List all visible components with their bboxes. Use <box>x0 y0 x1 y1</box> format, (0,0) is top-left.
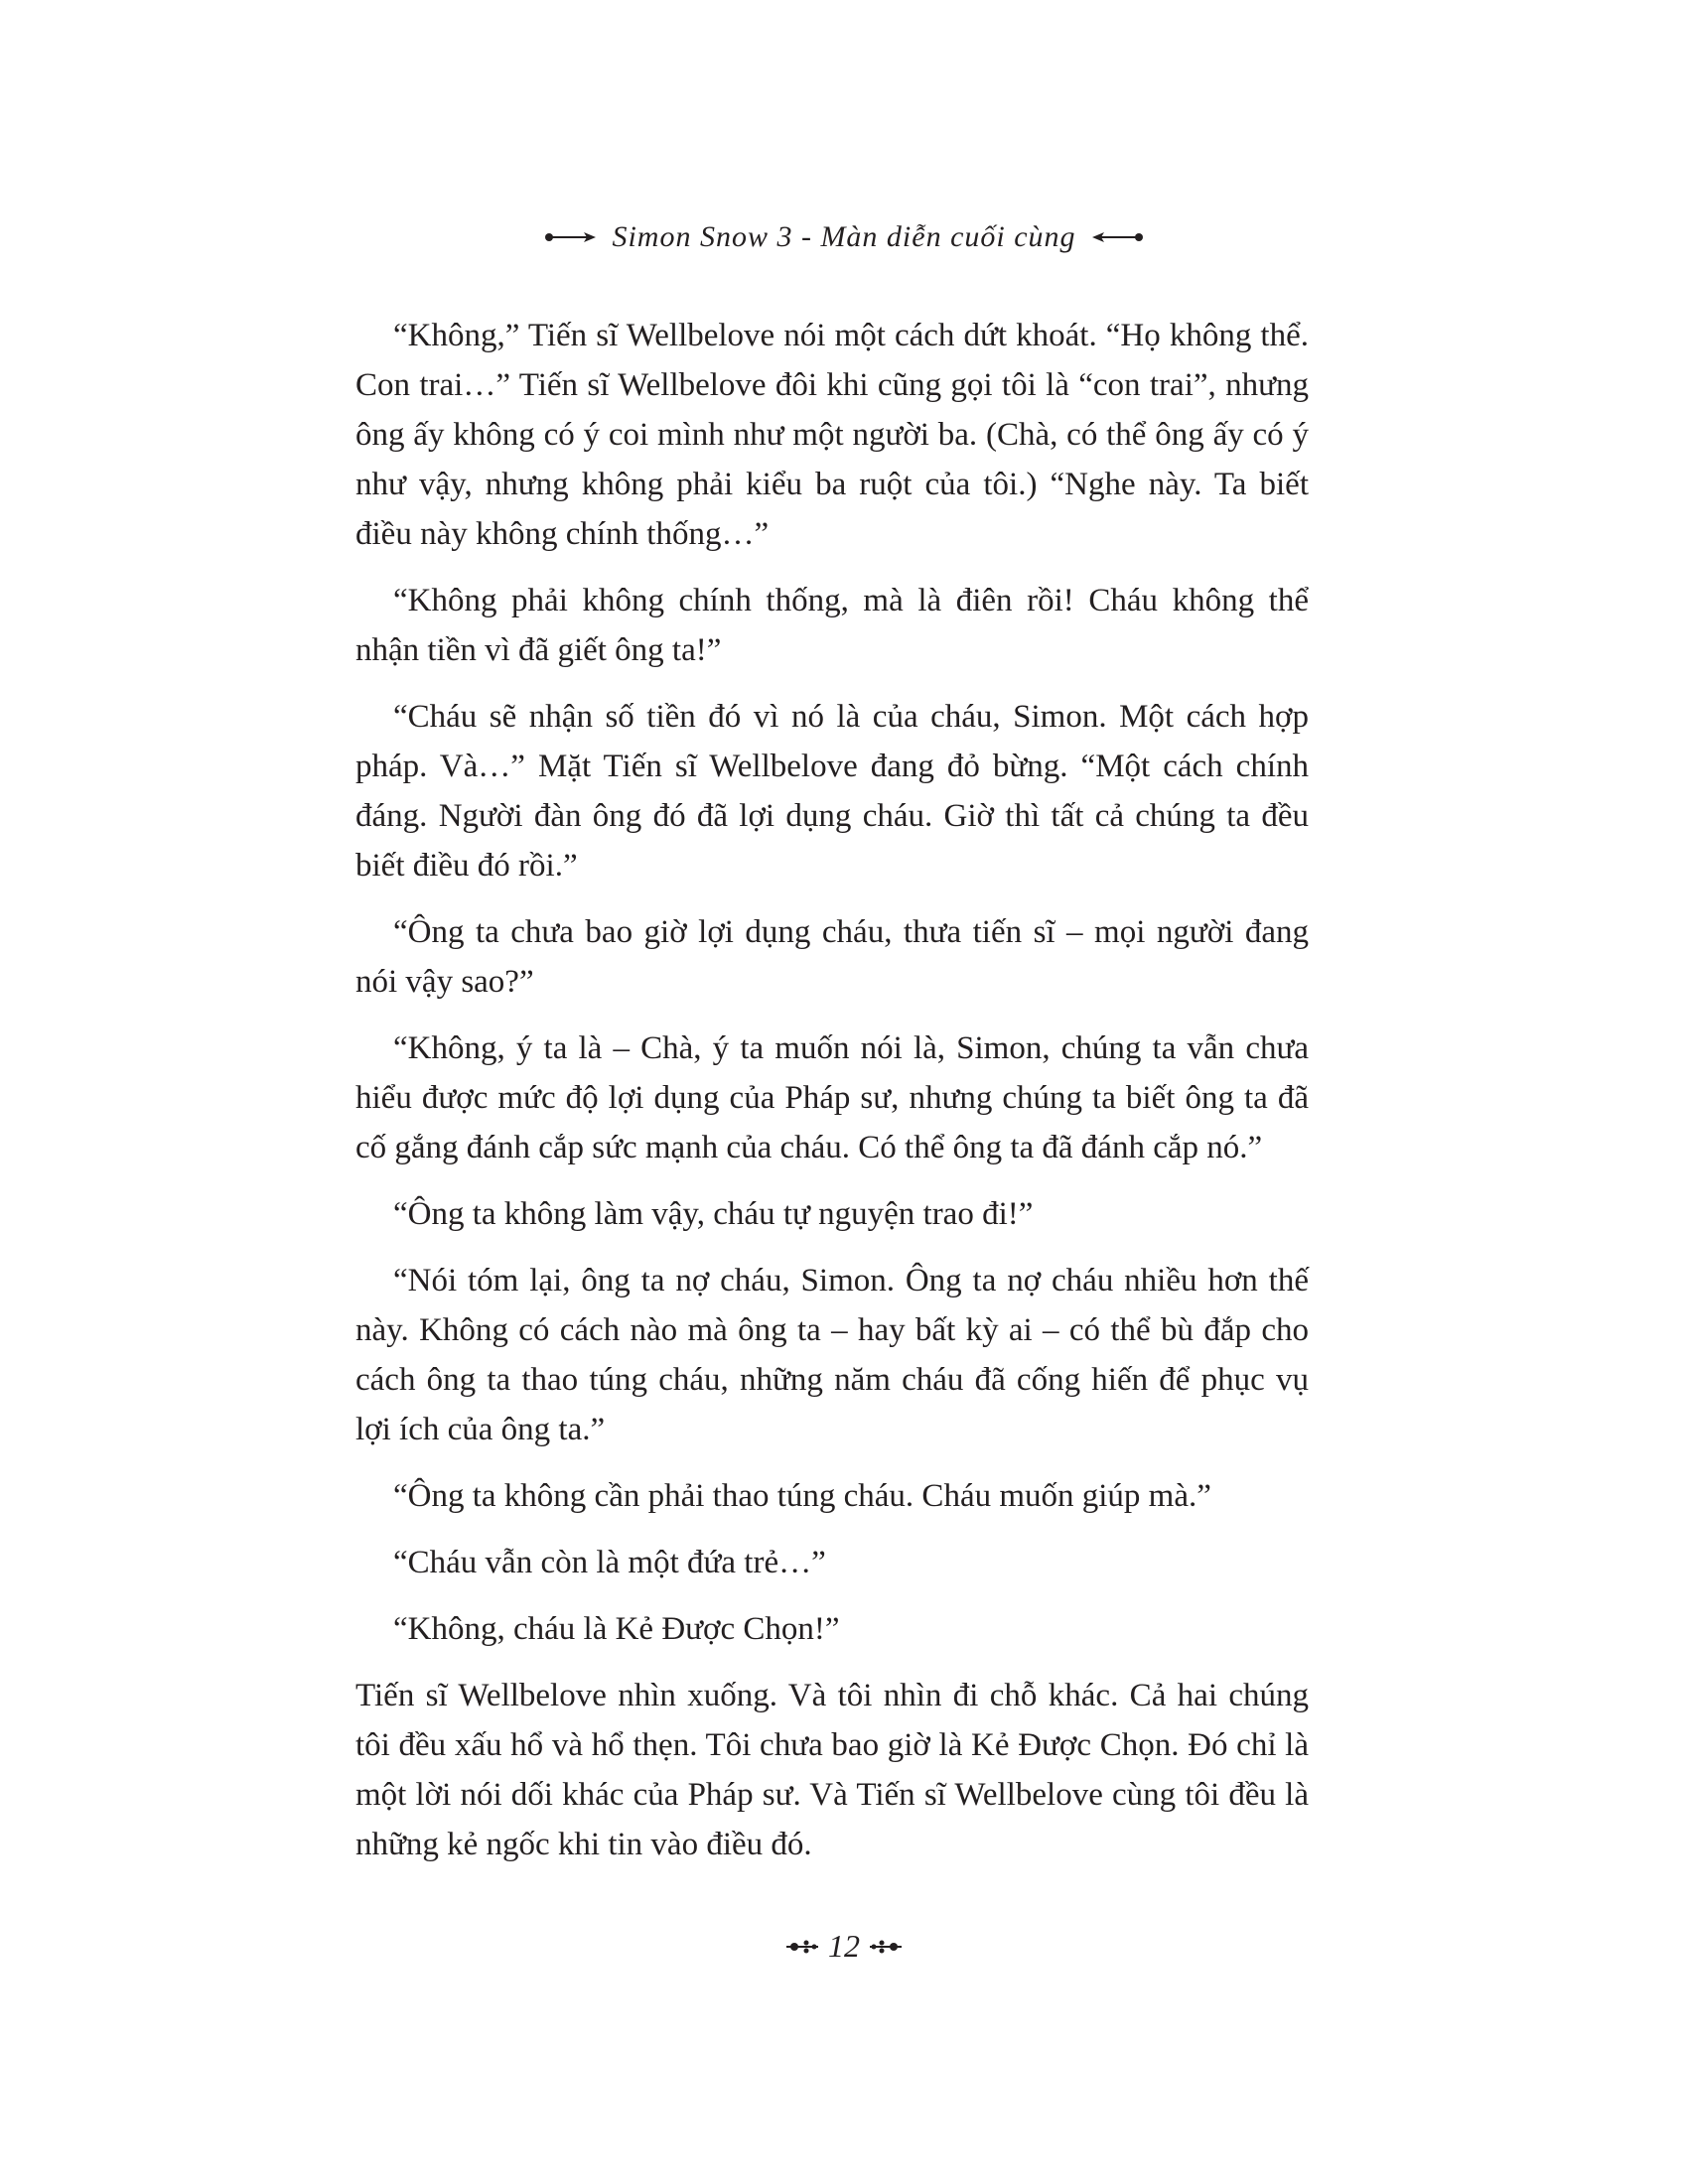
right-arrow-ornament-icon <box>1090 230 1144 244</box>
right-flourish-icon <box>868 1937 904 1957</box>
page-footer <box>0 1928 1688 1965</box>
paragraph: “Nói tóm lại, ông ta nợ cháu, Simon. Ông ta nợ cháu nhiều hơn thế này. Không có cách nào mà ông ta – hay bất kỳ ai – có thể bù đắp cho cách ông ta thao túng cháu, những năm cháu đã cống hiến để phục vụ lợi ích của ông ta.” <box>355 1263 1309 1447</box>
paragraph: Tiến sĩ Wellbelove nhìn xuống. Và tôi nhìn đi chỗ khác. Cả hai chúng tôi đều xấu hổ và hổ thẹn. Tôi chưa bao giờ là Kẻ Được Chọn. Đó chỉ là một lời nói dối khác của Pháp sư. Và Tiến sĩ Wellbelove cùng tôi đều là những kẻ ngốc khi tin vào điều đó. <box>355 1678 1309 1862</box>
running-header <box>0 220 1688 254</box>
paragraph: “Ông ta không cần phải thao túng cháu. Cháu muốn giúp mà.” <box>393 1478 1211 1514</box>
paragraph: “Cháu vẫn còn là một đứa trẻ…” <box>393 1545 826 1580</box>
paragraph: “Ông ta không làm vậy, cháu tự nguyện trao đi!” <box>393 1196 1034 1232</box>
paragraph: “Ông ta chưa bao giờ lợi dụng cháu, thưa tiến sĩ – mọi người đang nói vậy sao?” <box>355 914 1309 1000</box>
paragraph: “Không phải không chính thống, mà là điên rồi! Cháu không thể nhận tiền vì đã giết ông ta!” <box>355 583 1309 668</box>
paragraph: “Không, ý ta là – Chà, ý ta muốn nói là, Simon, chúng ta vẫn chưa hiểu được mức độ lợi dụng của Pháp sư, nhưng chúng ta biết ông ta đã cố gắng đánh cắp sức mạnh của cháu. Có thể ông ta đã đánh cắp nó.” <box>355 1030 1309 1165</box>
page-number: 12 <box>828 1928 860 1964</box>
paragraph: “Cháu sẽ nhận số tiền đó vì nó là của cháu, Simon. Một cách hợp pháp. Và…” Mặt Tiến sĩ Wellbelove đang đỏ bừng. “Một cách chính đáng. Người đàn ông đó đã lợi dụng cháu. Giờ thì tất cả chúng ta đều biết điều đó rồi.” <box>355 699 1309 884</box>
running-title: Simon Snow 3 - Màn diễn cuối cùng <box>612 220 1076 253</box>
paragraph: “Không, cháu là Kẻ Được Chọn!” <box>393 1611 840 1647</box>
left-arrow-ornament-icon <box>544 230 598 244</box>
paragraph: “Không,” Tiến sĩ Wellbelove nói một cách dứt khoát. “Họ không thể. Con trai…” Tiến sĩ Wellbelove đôi khi cũng gọi tôi là “con trai”, nhưng ông ấy không có ý coi mình như một người ba. (Chà, có thể ông ấy có ý như vậy, nhưng không phải kiểu ba ruột của tôi.) “Nghe này. Ta biết điều này không chính thống…” <box>355 318 1309 552</box>
page-body <box>355 311 1309 1886</box>
left-flourish-icon <box>784 1937 820 1957</box>
